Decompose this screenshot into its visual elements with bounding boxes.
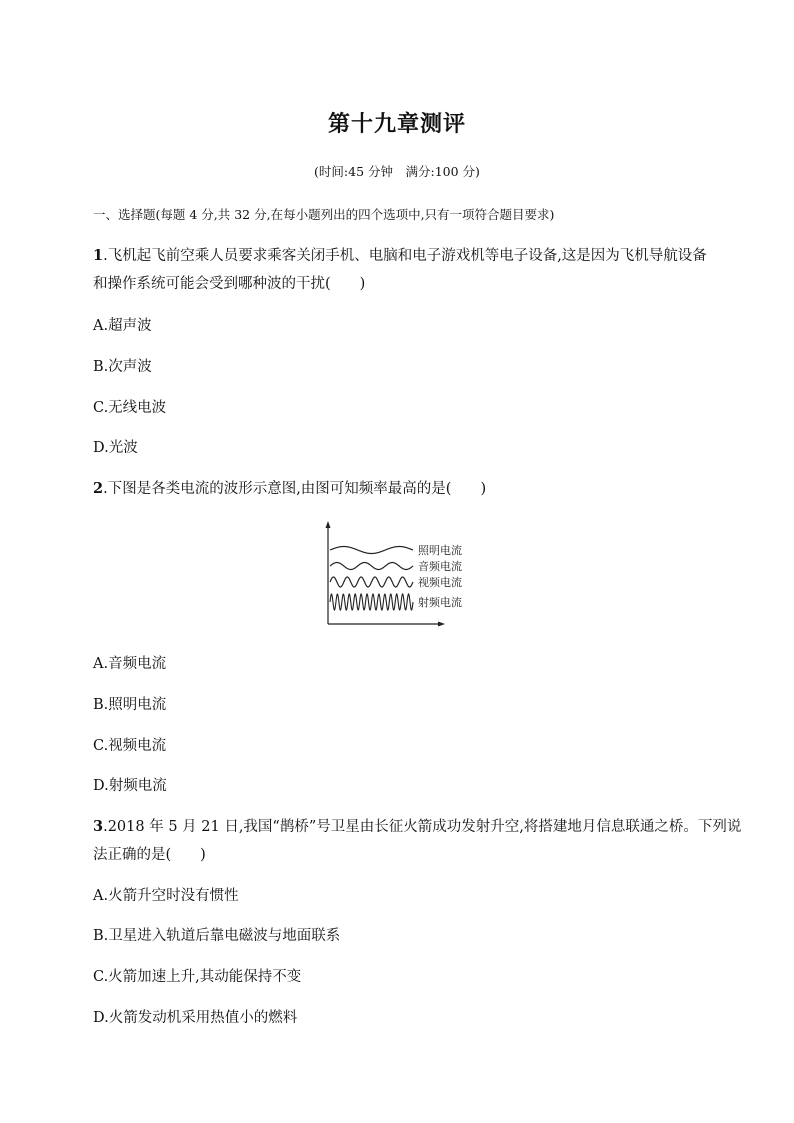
q3-option-d: D.火箭发动机采用热值小的燃料 bbox=[93, 1010, 298, 1026]
q1-option-b: B.次声波 bbox=[93, 359, 152, 375]
label-rf-current: 射频电流 bbox=[418, 596, 462, 609]
q1-option-c: C.无线电波 bbox=[93, 400, 167, 416]
waveform-figure bbox=[318, 520, 462, 628]
q2-option-a: A.音频电流 bbox=[93, 656, 167, 672]
q1-option-a: A.超声波 bbox=[93, 318, 152, 334]
q3-option-b: B.卫星进入轨道后靠电磁波与地面联系 bbox=[93, 928, 341, 944]
waveform-labels bbox=[416, 520, 486, 628]
y-axis-arrow bbox=[326, 521, 331, 528]
wave-video-current bbox=[330, 577, 413, 587]
question-2-number: 2 bbox=[93, 480, 104, 497]
q2-option-b: B.照明电流 bbox=[93, 697, 167, 713]
exam-info: (时间:45 分钟 满分:100 分) bbox=[314, 164, 480, 179]
page-title: 第十九章测评 bbox=[327, 111, 466, 137]
q3-option-a: A.火箭升空时没有惯性 bbox=[93, 888, 239, 904]
label-audio-current: 音频电流 bbox=[418, 560, 462, 573]
question-3-text: .2018 年 5 月 21 日,我国“鹊桥”号卫星由长征火箭成功发射升空,将搭建地月信息联通之桥。下列说 bbox=[103, 819, 742, 835]
wave-lighting-current bbox=[330, 547, 413, 554]
question-1-text: .飞机起飞前空乘人员要求乘客关闭手机、电脑和电子游戏机等电子设备,这是因为飞机导航设备 bbox=[103, 248, 707, 264]
question-1-line-2: 和操作系统可能会受到哪种波的干扰( ) bbox=[93, 276, 366, 292]
question-1-number: 1 bbox=[93, 247, 104, 264]
question-1-line-1 bbox=[93, 244, 707, 265]
q2-option-d: D.射频电流 bbox=[93, 778, 167, 794]
q1-option-d: D.光波 bbox=[93, 440, 138, 456]
question-2-text: .下图是各类电流的波形示意图,由图可知频率最高的是( ) bbox=[103, 481, 487, 497]
question-2-line-1 bbox=[93, 477, 486, 498]
section-heading: 一、选择题(每题 4 分,共 32 分,在每小题列出的四个选项中,只有一项符合题目要求) bbox=[93, 207, 555, 222]
q2-option-c: C.视频电流 bbox=[93, 738, 167, 754]
wave-audio-current bbox=[330, 563, 413, 570]
question-3-line-2: 法正确的是( ) bbox=[93, 847, 206, 863]
wave-rf-current bbox=[330, 594, 413, 610]
q3-option-c: C.火箭加速上升,其动能保持不变 bbox=[93, 969, 302, 985]
question-3-line-1 bbox=[93, 815, 741, 836]
question-3-number: 3 bbox=[93, 818, 104, 835]
label-lighting-current: 照明电流 bbox=[418, 544, 462, 557]
label-video-current: 视频电流 bbox=[418, 576, 462, 589]
